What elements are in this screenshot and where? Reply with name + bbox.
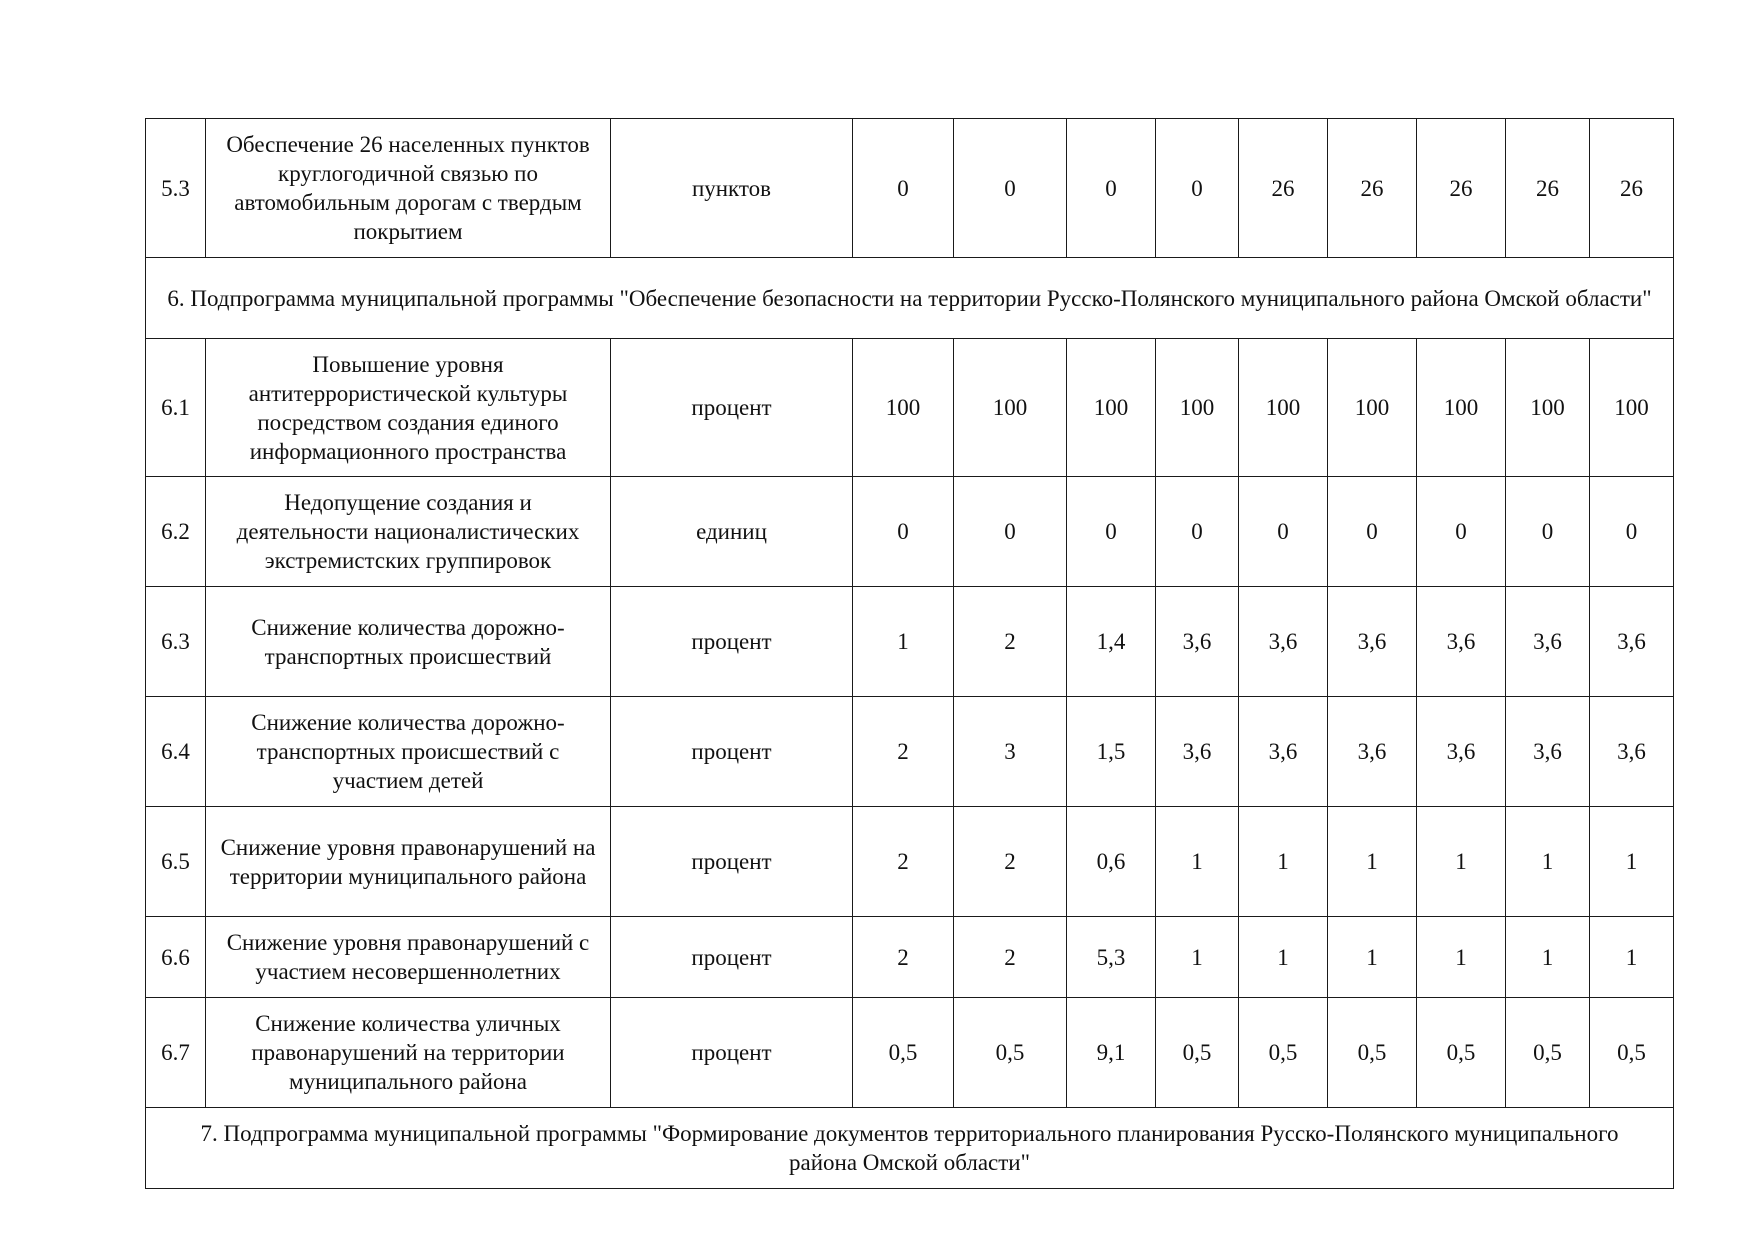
value-cell: 1 <box>1328 807 1417 917</box>
value-cell: 100 <box>1417 339 1506 477</box>
unit-cell: пунктов <box>611 119 853 258</box>
table-row <box>146 917 1674 998</box>
indicator-name: Недопущение создания и деятельности националистических экстремистских группировок <box>206 477 611 587</box>
section-title: 6. Подпрограмма муниципальной программы "Обеспечение безопасности на территории Русско-Полянского муниципального района Омской области" <box>146 258 1674 339</box>
value-cell: 2 <box>853 917 954 998</box>
value-cell: 2 <box>853 697 954 807</box>
value-cell: 0,6 <box>1067 807 1156 917</box>
value-cell: 0 <box>853 477 954 587</box>
value-cell: 0 <box>954 119 1067 258</box>
value-cell: 2 <box>954 807 1067 917</box>
value-cell: 3,6 <box>1328 697 1417 807</box>
value-cell: 3,6 <box>1328 587 1417 697</box>
table-row <box>146 339 1674 477</box>
value-cell: 100 <box>954 339 1067 477</box>
row-number: 6.3 <box>146 587 206 697</box>
value-cell: 0,5 <box>853 998 954 1108</box>
section-row <box>146 1108 1674 1189</box>
value-cell: 0,5 <box>1328 998 1417 1108</box>
indicator-name: Снижение уровня правонарушений с участием несовершеннолетних <box>206 917 611 998</box>
indicators-table <box>145 118 1674 1189</box>
value-cell: 100 <box>1506 339 1590 477</box>
value-cell: 100 <box>1328 339 1417 477</box>
value-cell: 0 <box>1417 477 1506 587</box>
value-cell: 1,4 <box>1067 587 1156 697</box>
value-cell: 1 <box>853 587 954 697</box>
value-cell: 100 <box>1156 339 1239 477</box>
unit-cell: процент <box>611 998 853 1108</box>
row-number: 6.5 <box>146 807 206 917</box>
value-cell: 3,6 <box>1506 697 1590 807</box>
table-body <box>146 119 1674 1189</box>
value-cell: 0 <box>1067 477 1156 587</box>
value-cell: 3,6 <box>1417 587 1506 697</box>
table-row <box>146 587 1674 697</box>
row-number: 6.7 <box>146 998 206 1108</box>
value-cell: 1 <box>1239 807 1328 917</box>
value-cell: 100 <box>1590 339 1674 477</box>
unit-cell: процент <box>611 807 853 917</box>
value-cell: 0,5 <box>1590 998 1674 1108</box>
value-cell: 3,6 <box>1590 697 1674 807</box>
value-cell: 3,6 <box>1156 697 1239 807</box>
value-cell: 26 <box>1417 119 1506 258</box>
value-cell: 1,5 <box>1067 697 1156 807</box>
value-cell: 0 <box>1067 119 1156 258</box>
value-cell: 1 <box>1239 917 1328 998</box>
indicator-name: Обеспечение 26 населенных пунктов круглогодичной связью по автомобильным дорогам с твердым покрытием <box>206 119 611 258</box>
value-cell: 0 <box>1328 477 1417 587</box>
value-cell: 3,6 <box>1239 697 1328 807</box>
value-cell: 0 <box>853 119 954 258</box>
unit-cell: процент <box>611 587 853 697</box>
value-cell: 1 <box>1417 917 1506 998</box>
indicator-name: Повышение уровня антитеррористической культуры посредством создания единого информационного пространства <box>206 339 611 477</box>
value-cell: 0 <box>1506 477 1590 587</box>
value-cell: 1 <box>1156 807 1239 917</box>
table-row <box>146 998 1674 1108</box>
value-cell: 0,5 <box>1417 998 1506 1108</box>
section-row <box>146 258 1674 339</box>
value-cell: 1 <box>1590 807 1674 917</box>
value-cell: 2 <box>954 587 1067 697</box>
value-cell: 0 <box>954 477 1067 587</box>
value-cell: 3,6 <box>1239 587 1328 697</box>
unit-cell: процент <box>611 917 853 998</box>
indicator-name: Снижение количества дорожно-транспортных происшествий <box>206 587 611 697</box>
value-cell: 0 <box>1156 119 1239 258</box>
value-cell: 3,6 <box>1417 697 1506 807</box>
value-cell: 1 <box>1506 917 1590 998</box>
value-cell: 0,5 <box>1506 998 1590 1108</box>
value-cell: 0,5 <box>1156 998 1239 1108</box>
value-cell: 5,3 <box>1067 917 1156 998</box>
value-cell: 1 <box>1590 917 1674 998</box>
row-number: 6.4 <box>146 697 206 807</box>
row-number: 6.2 <box>146 477 206 587</box>
document-page <box>145 118 1652 1189</box>
value-cell: 1 <box>1506 807 1590 917</box>
value-cell: 100 <box>853 339 954 477</box>
value-cell: 26 <box>1506 119 1590 258</box>
table-row <box>146 697 1674 807</box>
indicator-name: Снижение количества уличных правонарушений на территории муниципального района <box>206 998 611 1108</box>
value-cell: 0 <box>1156 477 1239 587</box>
unit-cell: процент <box>611 339 853 477</box>
table-row <box>146 477 1674 587</box>
table-row <box>146 807 1674 917</box>
value-cell: 1 <box>1156 917 1239 998</box>
value-cell: 3,6 <box>1156 587 1239 697</box>
unit-cell: единиц <box>611 477 853 587</box>
unit-cell: процент <box>611 697 853 807</box>
value-cell: 100 <box>1239 339 1328 477</box>
section-title: 7. Подпрограмма муниципальной программы "Формирование документов территориального планирования Русско-Полянского муниципального района Омской области" <box>146 1108 1674 1189</box>
indicator-name: Снижение количества дорожно-транспортных происшествий с участием детей <box>206 697 611 807</box>
value-cell: 0 <box>1590 477 1674 587</box>
value-cell: 100 <box>1067 339 1156 477</box>
value-cell: 0 <box>1239 477 1328 587</box>
value-cell: 9,1 <box>1067 998 1156 1108</box>
value-cell: 1 <box>1417 807 1506 917</box>
value-cell: 26 <box>1239 119 1328 258</box>
row-number: 6.6 <box>146 917 206 998</box>
indicator-name: Снижение уровня правонарушений на территории муниципального района <box>206 807 611 917</box>
value-cell: 2 <box>853 807 954 917</box>
value-cell: 26 <box>1590 119 1674 258</box>
value-cell: 0,5 <box>954 998 1067 1108</box>
value-cell: 2 <box>954 917 1067 998</box>
value-cell: 26 <box>1328 119 1417 258</box>
row-number: 5.3 <box>146 119 206 258</box>
value-cell: 0,5 <box>1239 998 1328 1108</box>
table-row <box>146 119 1674 258</box>
value-cell: 3 <box>954 697 1067 807</box>
value-cell: 1 <box>1328 917 1417 998</box>
value-cell: 3,6 <box>1590 587 1674 697</box>
row-number: 6.1 <box>146 339 206 477</box>
value-cell: 3,6 <box>1506 587 1590 697</box>
